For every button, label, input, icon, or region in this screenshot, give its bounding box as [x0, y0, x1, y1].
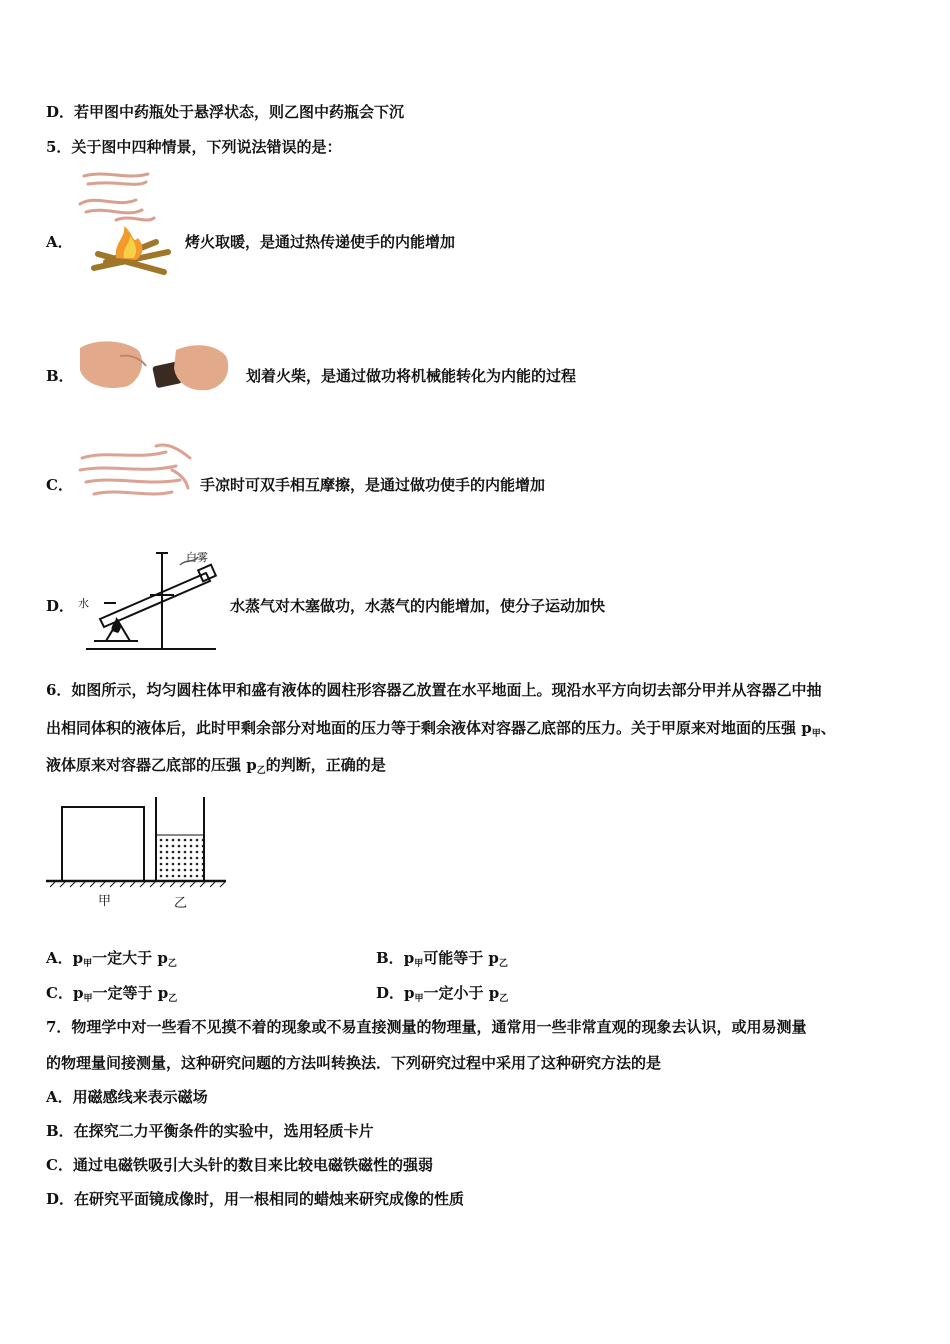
q5-option-d-letter: D． [46, 597, 75, 615]
q5-option-b-text: 划着火柴，是通过做功将机械能转化为内能的过程 [246, 367, 577, 385]
q6-option-d: D．$p_甲$一定小于 $p_乙$ [376, 984, 509, 1004]
steam-test-tube-apparatus [76, 545, 226, 657]
striking-match-image [76, 334, 232, 394]
q5-option-c-letter: C． [46, 476, 73, 494]
water-label: 水 [78, 597, 89, 610]
fog-label: 白雾 [186, 551, 208, 564]
cylinder-jia [62, 807, 144, 881]
q7-option-a: A．用磁感线来表示磁场 [46, 1088, 208, 1106]
q7-line1: 7．物理学中对一些看不见摸不着的现象或不易直接测量的物理量，通常用一些非常直观的现象去认识，或用易测量 [46, 1018, 807, 1036]
q7-option-c: C．通过电磁铁吸引大头针的数目来比较电磁铁磁性的强弱 [46, 1156, 433, 1174]
q7-option-b: B．在探究二力平衡条件的实验中，选用轻质卡片 [46, 1122, 374, 1140]
rubbing-hands-image [76, 440, 194, 510]
q5-option-c-text: 手凉时可双手相互摩擦，是通过做功使手的内能增加 [200, 476, 546, 494]
q5-option-a-text: 烤火取暖，是通过热传递使手的内能增加 [185, 233, 456, 251]
q6-option-a: A．$p_甲$一定大于 $p_乙$ [46, 949, 177, 969]
q6-line3: 液体原来对容器乙底部的压强 $p_乙$的判断，正确的是 [46, 756, 386, 776]
q5-stem: 5．关于图中四种情景，下列说法错误的是： [46, 138, 342, 156]
q5-option-d-text: 水蒸气对木塞做功，水蒸气的内能增加，使分子运动加快 [230, 597, 606, 615]
label-jia: 甲 [98, 894, 112, 909]
q4-option-d: D．若甲图中药瓶处于悬浮状态，则乙图中药瓶会下沉 [46, 103, 405, 121]
q6-cylinder-container-figure [44, 795, 230, 915]
q7-line2: 的物理量间接测量，这种研究问题的方法叫转换法．下列研究过程中采用了这种研究方法的是 [46, 1054, 662, 1072]
q5-option-b-letter: B． [46, 367, 74, 385]
q5-option-a-letter: A． [46, 233, 73, 251]
q6-option-b: B．$p_甲$可能等于 $p_乙$ [376, 949, 508, 969]
q6-option-c: C．$p_甲$一定等于 $p_乙$ [46, 984, 178, 1004]
q6-line1: 6．如图所示，均匀圆柱体甲和盛有液体的圆柱形容器乙放置在水平地面上。现沿水平方向切去部分甲并从容器乙中抽 [46, 681, 822, 699]
q7-option-d: D．在研究平面镜成像时，用一根相同的蜡烛来研究成像的性质 [46, 1190, 465, 1208]
liquid-yi [157, 835, 203, 880]
label-yi: 乙 [174, 896, 188, 911]
campfire-hands-image [76, 168, 181, 283]
q6-line2: 出相同体积的液体后，此时甲剩余部分对地面的压力等于剩余液体对容器乙底部的压力。关于甲原来对地面的压强 $p_甲$、 [46, 719, 836, 739]
